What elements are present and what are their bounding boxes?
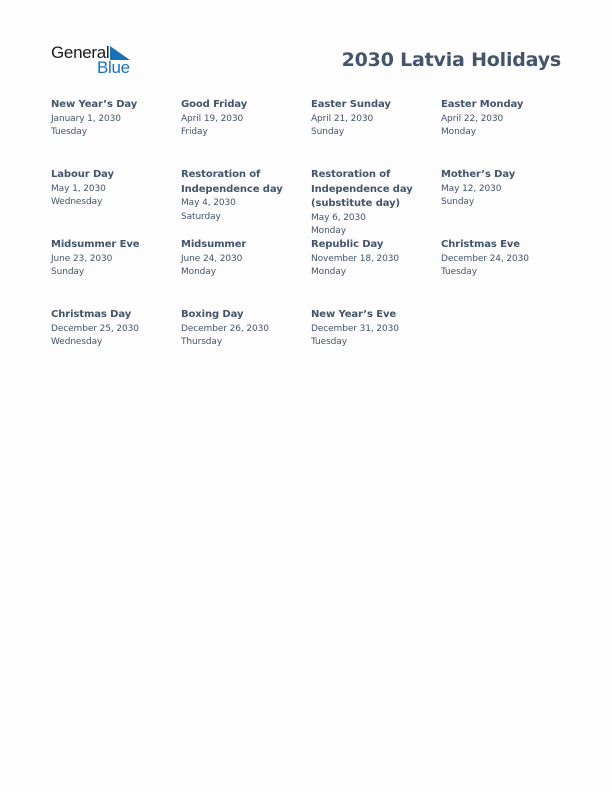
holiday-weekday: Tuesday (311, 337, 347, 347)
holiday-date: April 22, 2030 (441, 113, 504, 124)
holiday-name: Restoration of Independence day (substitute day) (311, 169, 413, 209)
holiday-item (181, 168, 306, 224)
holiday-date: December 31, 2030 (311, 323, 399, 334)
holiday-weekday: Saturday (181, 211, 221, 222)
holiday-weekday: Sunday (51, 267, 85, 277)
holiday-weekday: Monday (441, 127, 476, 137)
holiday-item (311, 308, 436, 350)
holiday-weekday: Thursday (181, 337, 223, 347)
holiday-item (311, 168, 436, 239)
holiday-name: Mother’s Day (441, 169, 516, 180)
page-title: 2030 Latvia Holidays (341, 49, 561, 71)
holiday-name: Good Friday (181, 99, 248, 110)
holiday-date: May 6, 2030 (311, 212, 366, 223)
holiday-date: June 24, 2030 (181, 253, 243, 264)
holiday-weekday: Wednesday (51, 197, 103, 207)
holiday-item (181, 238, 306, 280)
holiday-weekday: Sunday (441, 197, 475, 207)
holiday-name: New Year’s Day (51, 99, 138, 110)
holiday-item (51, 168, 176, 210)
holiday-name: New Year’s Eve (311, 309, 397, 320)
holiday-name: Boxing Day (181, 309, 244, 320)
holiday-item (441, 168, 566, 210)
holiday-name: Christmas Day (51, 309, 132, 320)
holiday-date: November 18, 2030 (311, 253, 400, 264)
holiday-name: Easter Sunday (311, 99, 391, 110)
holiday-date: December 26, 2030 (181, 323, 269, 334)
holiday-item (181, 98, 306, 140)
holiday-name: Easter Monday (441, 99, 524, 110)
holiday-item (441, 238, 566, 280)
holiday-date: May 4, 2030 (181, 198, 236, 208)
holiday-weekday: Tuesday (441, 267, 477, 277)
holiday-item (51, 238, 176, 280)
holiday-item (181, 308, 306, 350)
holiday-weekday: Monday (311, 226, 346, 236)
holiday-weekday: Sunday (311, 127, 345, 137)
holiday-item (51, 98, 176, 140)
holiday-weekday: Tuesday (51, 127, 87, 137)
holiday-date: December 24, 2030 (441, 253, 529, 264)
holiday-item (311, 98, 436, 140)
holiday-name: Christmas Eve (441, 239, 520, 250)
holiday-weekday: Friday (181, 127, 208, 137)
holiday-name: Midsummer (181, 239, 247, 250)
holiday-name: Republic Day (311, 239, 384, 250)
holiday-item (311, 238, 436, 280)
brand-logo (50, 44, 132, 78)
holiday-weekday: Monday (311, 267, 346, 277)
holiday-weekday: Wednesday (51, 337, 103, 347)
holiday-name: Labour Day (51, 169, 114, 180)
holiday-date: December 25, 2030 (51, 323, 139, 334)
brand-general-text: General (51, 43, 110, 62)
holiday-date: May 1, 2030 (51, 183, 106, 194)
holiday-date: January 1, 2030 (51, 113, 121, 124)
holiday-date: May 12, 2030 (441, 183, 502, 194)
holiday-item (441, 98, 566, 140)
holiday-date: April 21, 2030 (311, 113, 374, 124)
holiday-item (51, 308, 176, 350)
holiday-date: June 23, 2030 (51, 253, 113, 264)
holiday-date: April 19, 2030 (181, 113, 244, 124)
brand-blue-text: Blue (97, 58, 130, 77)
holiday-weekday: Monday (181, 267, 216, 277)
holiday-name: Restoration of Independence day (181, 169, 283, 195)
holiday-name: Midsummer Eve (51, 239, 140, 250)
